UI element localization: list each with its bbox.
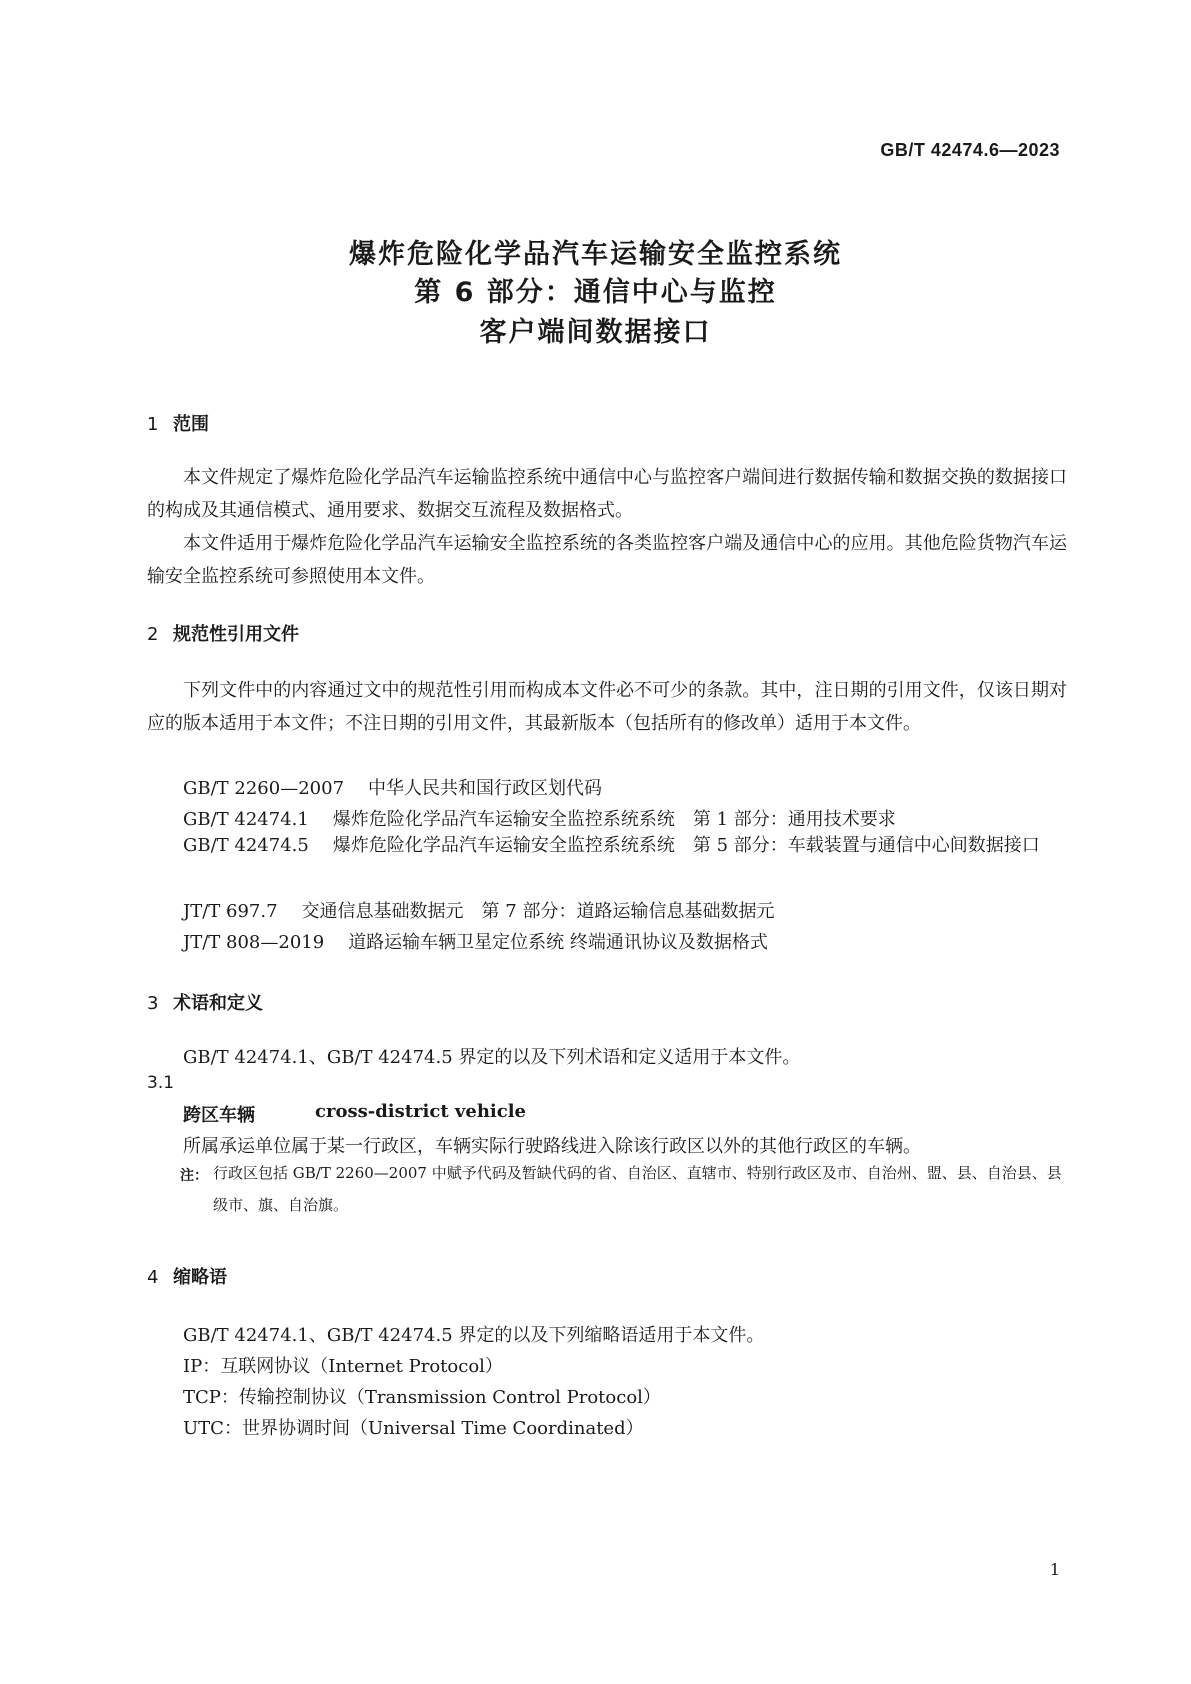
section-title: 术语和定义 xyxy=(173,993,263,1014)
abbreviation-item: TCP：传输控制协议（Transmission Control Protocol） xyxy=(183,1387,661,1408)
section-4-heading xyxy=(147,1263,227,1289)
section-1-heading xyxy=(147,410,209,436)
reference-code: GB/T 42474.5 xyxy=(183,835,309,856)
abbreviations-intro: GB/T 42474.1、GB/T 42474.5 界定的以及下列缩略语适用于本文件。 xyxy=(183,1325,765,1346)
note-text: 行政区包括 GB/T 2260—2007 中赋予代码及暂缺代码的省、自治区、直辖市、特别行政区及市、自治州、盟、县、自治县、县级市、旗、自治旗。 xyxy=(213,1164,1062,1214)
reference-title: 爆炸危险化学品汽车运输安全监控系统系统 第 1 部分：通用技术要求 xyxy=(332,809,896,830)
normative-references-intro: 下列文件中的内容通过文中的规范性引用而构成本文件必不可少的条款。其中，注日期的引用文件，仅该日期对应的版本适用于本文件；不注日期的引用文件，其最新版本（包括所有的修改单）适用于本文件。 xyxy=(147,680,1067,734)
terms-intro: GB/T 42474.1、GB/T 42474.5 界定的以及下列术语和定义适用于本文件。 xyxy=(183,1047,801,1068)
reference-item xyxy=(183,897,774,923)
section-number: 2 xyxy=(147,624,159,645)
reference-code: JT/T 697.7 xyxy=(183,901,278,922)
title-line-1: 爆炸危险化学品汽车运输安全监控系统 xyxy=(349,239,842,270)
abbreviation-item: IP：互联网协议（Internet Protocol） xyxy=(183,1356,503,1377)
reference-title: 中华人民共和国行政区划代码 xyxy=(368,778,603,799)
abbreviation-item: UTC：世界协调时间（Universal Time Coordinated） xyxy=(183,1418,644,1439)
reference-item xyxy=(183,805,896,831)
reference-code: GB/T 42474.1 xyxy=(183,809,309,830)
section-number: 3 xyxy=(147,993,159,1014)
section-2-heading xyxy=(147,620,299,646)
reference-title: 爆炸危险化学品汽车运输安全监控系统系统 第 5 部分：车载装置与通信中心间数据接口 xyxy=(332,835,1040,856)
term-chinese: 跨区车辆 xyxy=(183,1105,255,1126)
section-3-heading xyxy=(147,989,263,1015)
section-number: 1 xyxy=(147,414,159,435)
reference-title: 交通信息基础数据元 第 7 部分：道路运输信息基础数据元 xyxy=(301,901,775,922)
reference-code: GB/T 2260—2007 xyxy=(183,778,345,799)
section-title: 缩略语 xyxy=(173,1267,227,1288)
reference-code: JT/T 808—2019 xyxy=(183,932,325,953)
title-line-3: 客户端间数据接口 xyxy=(479,317,712,348)
section-title: 规范性引用文件 xyxy=(173,624,299,645)
section-number: 4 xyxy=(147,1267,159,1288)
reference-title: 道路运输车辆卫星定位系统 终端通讯协议及数据格式 xyxy=(348,932,768,953)
reference-item xyxy=(147,829,1067,862)
term-english: cross-district vehicle xyxy=(315,1101,527,1122)
page-number: 1 xyxy=(1049,1560,1060,1579)
reference-item xyxy=(183,928,768,954)
note-label: 注： xyxy=(180,1168,208,1184)
scope-paragraph-2: 本文件适用于爆炸危险化学品汽车运输安全监控系统的各类监控客户端及通信中心的应用。其他危险货物汽车运输安全监控系统可参照使用本文件。 xyxy=(147,533,1067,587)
scope-paragraph-1: 本文件规定了爆炸危险化学品汽车运输监控系统中通信中心与监控客户端间进行数据传输和数据交换的数据接口的构成及其通信模式、通用要求、数据交互流程及数据格式。 xyxy=(147,467,1067,521)
term-definition: 所属承运单位属于某一行政区，车辆实际行驶路线进入除该行政区以外的其他行政区的车辆。 xyxy=(183,1136,921,1157)
section-title: 范围 xyxy=(173,414,209,435)
title-line-2: 第 6 部分：通信中心与监控 xyxy=(414,277,777,308)
term-number: 3.1 xyxy=(147,1073,175,1093)
standard-number: GB/T 42474.6—2023 xyxy=(880,140,1060,160)
reference-item xyxy=(183,774,602,800)
